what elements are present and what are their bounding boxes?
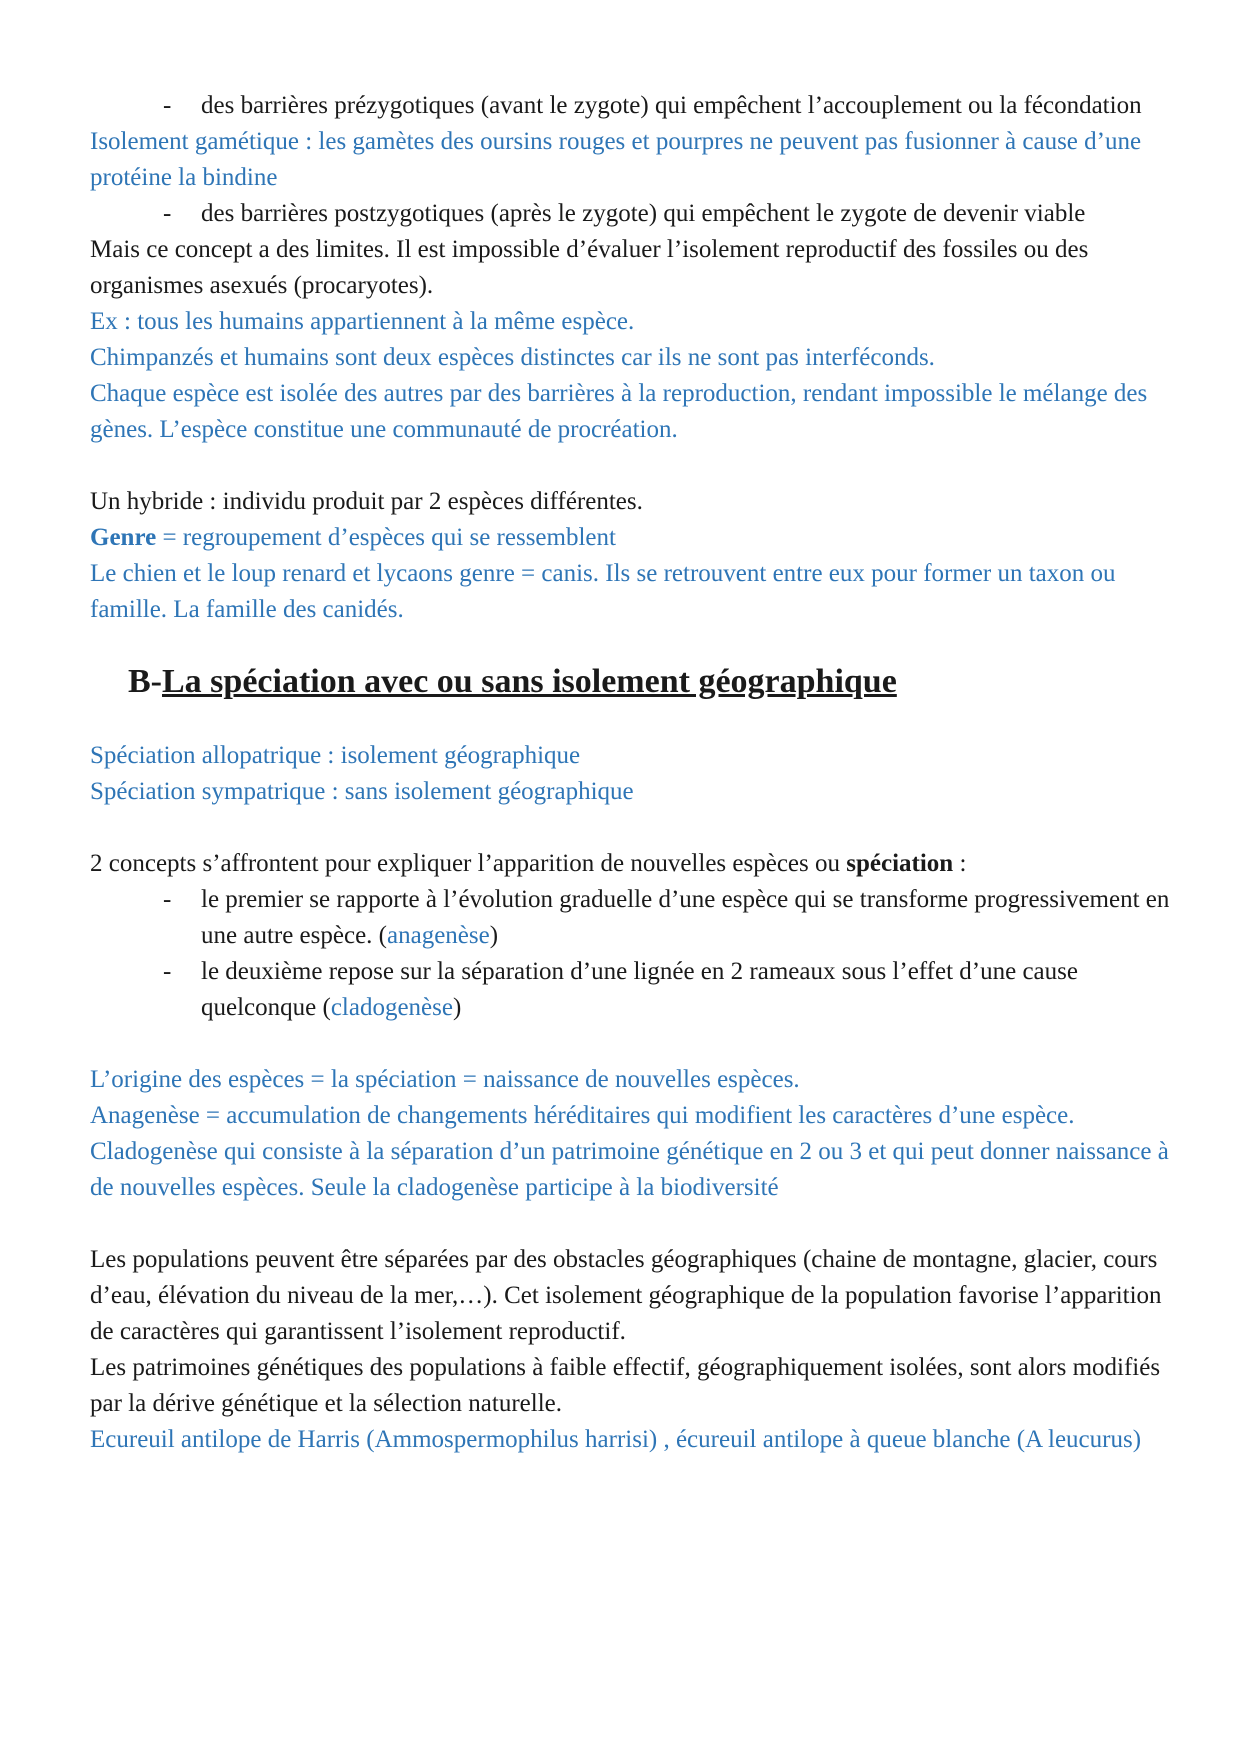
bullet-anagenesis <box>90 882 1170 954</box>
anagenesis-term: anagenèse <box>387 922 490 949</box>
paragraph-genetic-drift: Les patrimoines génétiques des populations à faible effectif, géographiquement isolées, sont alors modifiés par la dérive génétique et la sélection naturelle. <box>90 1354 1161 1417</box>
bullet-marker: - <box>163 200 172 227</box>
close-paren: ) <box>452 994 462 1021</box>
genre-term: Genre <box>90 524 157 551</box>
concepts-term: spéciation <box>846 850 954 877</box>
bullet-marker: - <box>163 958 172 985</box>
bullet-text: le deuxième repose sur la séparation d’une lignée en 2 rameaux sous l’effet d’une cause quelconque ( <box>201 958 1078 1021</box>
section-heading <box>128 660 1170 704</box>
bullet-marker: - <box>163 886 172 913</box>
genre-definition: = regroupement d’espèces qui se ressemblent <box>156 524 616 551</box>
definition-cladogenesis: Cladogenèse qui consiste à la séparation d’un patrimoine génétique en 2 ou 3 et qui peut donner naissance à de nouvelles espèces. Seule la cladogenèse participe à la biodiversité <box>90 1138 1169 1201</box>
definition-sympatric: Spéciation sympatrique : sans isolement géographique <box>90 778 634 805</box>
example-canids: Le chien et le loup renard et lycaons genre = canis. Ils se retrouvent entre eux pour former un taxon ou famille. La famille des canidés. <box>90 560 1116 623</box>
concepts-end: : <box>953 850 967 877</box>
definition-genre <box>90 520 1170 556</box>
heading-prefix: B- <box>128 663 162 700</box>
heading-title: La spéciation avec ou sans isolement géographique <box>162 663 897 700</box>
example-squirrels: Ecureuil antilope de Harris (Ammospermophilus harrisi) , écureuil antilope à queue blanche (A leucurus) <box>90 1426 1142 1453</box>
spacer <box>90 810 1170 846</box>
bullet-marker: - <box>163 92 172 119</box>
paragraph-geographic-obstacles: Les populations peuvent être séparées par des obstacles géographiques (chaine de montagne, glacier, cours d’eau, élévation du niveau de la mer,…). Cet isolement géographique de la population favorise l’apparition de caractères qui garantissent l’isolement reproductif. <box>90 1246 1162 1345</box>
paragraph-species-isolation: Chaque espèce est isolée des autres par des barrières à la reproduction, rendant impossible le mélange des gènes. L’espèce constitue une communauté de procréation. <box>90 380 1148 443</box>
concepts-intro: 2 concepts s’affrontent pour expliquer l’apparition de nouvelles espèces ou <box>90 850 847 877</box>
cladogenesis-term: cladogenèse <box>330 994 453 1021</box>
page-content <box>90 88 1170 1458</box>
bullet-postzygotic <box>90 196 1170 232</box>
example-gametic-isolation: Isolement gamétique : les gamètes des oursins rouges et pourpres ne peuvent pas fusionner à cause d’une protéine la bindine <box>90 128 1142 191</box>
bullet-prezygotic <box>90 88 1170 124</box>
bullet-text: le premier se rapporte à l’évolution graduelle d’une espèce qui se transforme progressivement en une autre espèce. ( <box>201 886 1170 949</box>
bullet-text: des barrières prézygotiques (avant le zygote) qui empêchent l’accouplement ou la fécondation <box>201 92 1142 119</box>
definition-allopatric: Spéciation allopatrique : isolement géographique <box>90 742 581 769</box>
definition-anagenesis: Anagenèse = accumulation de changements héréditaires qui modifient les caractères d’une espèce. <box>90 1102 1075 1129</box>
spacer <box>90 1206 1170 1242</box>
definition-origin: L’origine des espèces = la spéciation = naissance de nouvelles espèces. <box>90 1066 800 1093</box>
bullet-cladogenesis <box>90 954 1170 1026</box>
bullet-text: des barrières postzygotiques (après le zygote) qui empêchent le zygote de devenir viable <box>201 200 1086 227</box>
paragraph-two-concepts <box>90 846 1170 882</box>
example-chimpanzees: Chimpanzés et humains sont deux espèces distinctes car ils ne sont pas interféconds. <box>90 344 935 371</box>
example-humans: Ex : tous les humains appartiennent à la même espèce. <box>90 308 635 335</box>
paragraph-limits: Mais ce concept a des limites. Il est impossible d’évaluer l’isolement reproductif des fossiles ou des organismes asexués (procaryotes). <box>90 236 1089 299</box>
definition-hybrid: Un hybride : individu produit par 2 espèces différentes. <box>90 488 643 515</box>
close-paren: ) <box>489 922 499 949</box>
spacer <box>90 448 1170 484</box>
spacer <box>90 1026 1170 1062</box>
